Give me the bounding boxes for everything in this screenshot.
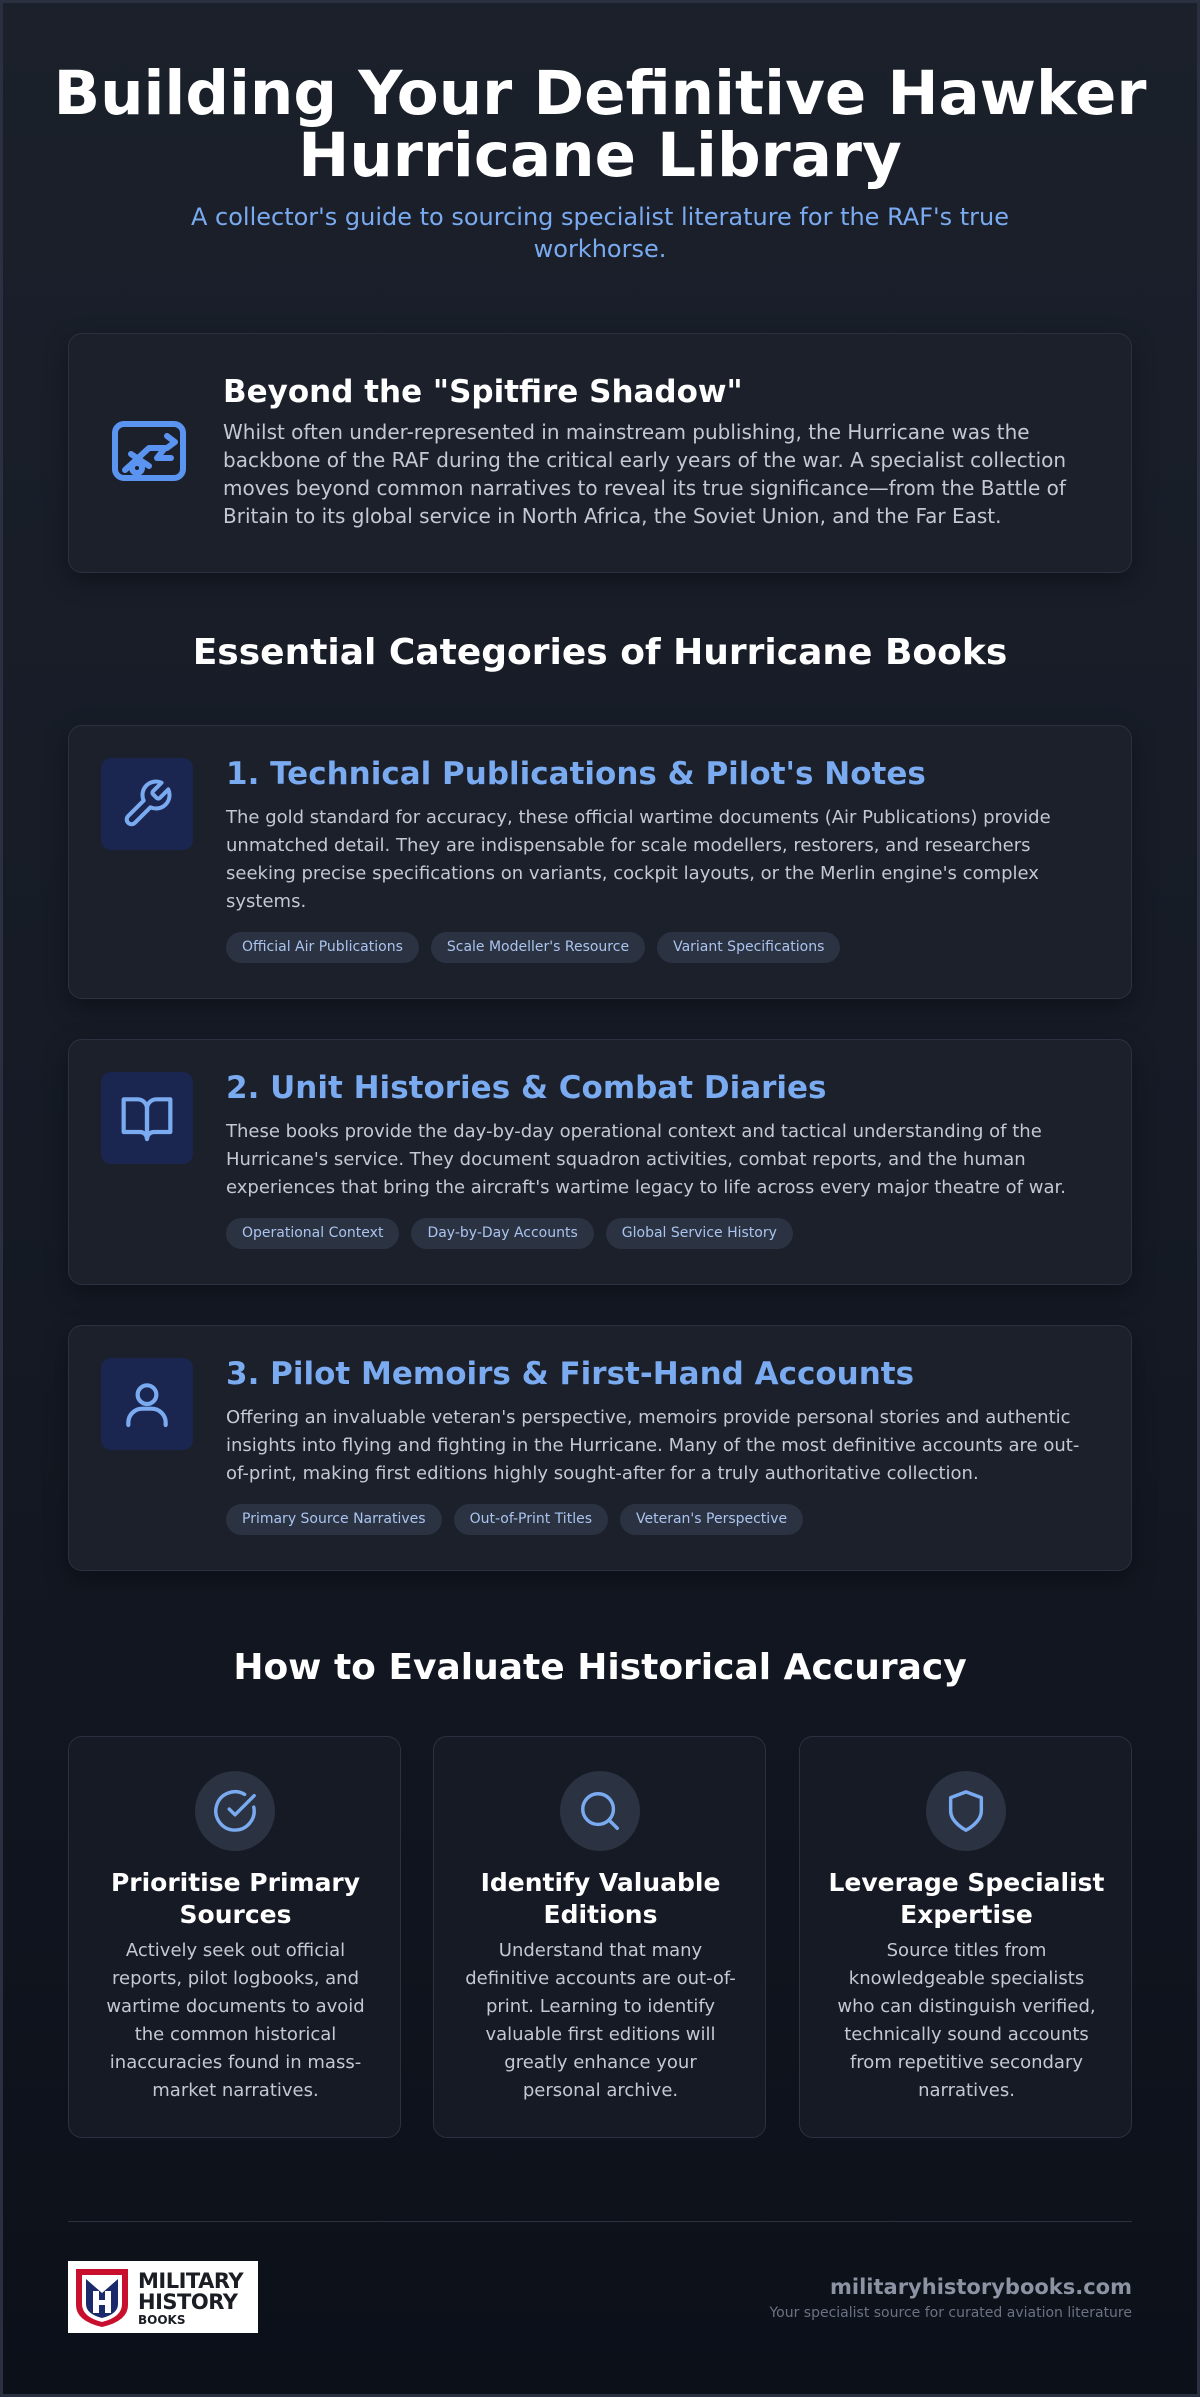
intro-title: Beyond the "Spitfire Shadow" — [223, 374, 743, 410]
evaluate-card-primary-sources — [68, 1736, 401, 2138]
tag: Out-of-Print Titles — [454, 1504, 608, 1535]
shield-icon — [926, 1771, 1006, 1851]
footer-tagline: Your specialist source for curated aviation literature — [769, 2305, 1132, 2321]
brand-logo[interactable] — [68, 2261, 258, 2333]
evaluate-title: Prioritise Primary Sources — [110, 1868, 361, 1929]
footer-divider — [68, 2221, 1132, 2222]
open-book-icon — [101, 1072, 193, 1164]
category-title: 1. Technical Publications & Pilot's Notes — [226, 756, 926, 792]
page-header — [3, 58, 1197, 265]
tag-list — [226, 932, 1096, 963]
evaluate-card-valuable-editions — [433, 1736, 766, 2138]
tag: Primary Source Narratives — [226, 1504, 442, 1535]
category-title: 2. Unit Histories & Combat Diaries — [226, 1070, 827, 1106]
categories-heading: Essential Categories of Hurricane Books — [192, 632, 1008, 673]
page-subtitle: A collector's guide to sourcing specialist literature for the RAF's true workhorse. — [190, 203, 1009, 263]
tag: Global Service History — [606, 1218, 793, 1249]
aircraft-card-icon — [109, 418, 189, 488]
logo-wordmark — [138, 2271, 258, 2327]
tag-list — [226, 1218, 1096, 1249]
search-icon — [560, 1771, 640, 1851]
evaluate-title: Leverage Specialist Expertise — [828, 1868, 1105, 1929]
intro-card — [68, 333, 1132, 573]
logo-line: BOOKS — [138, 2313, 186, 2327]
category-title: 3. Pilot Memoirs & First-Hand Accounts — [226, 1356, 915, 1392]
person-icon — [101, 1358, 193, 1450]
category-card-technical — [68, 725, 1132, 999]
category-text: These books provide the day-by-day operational context and tactical understanding of the Hurricane's service. They document squadron activities, combat reports, and the human experiences that bring the aircraft's wartime legacy to life across every major theatre of war. — [226, 1121, 1066, 1198]
logo-line: HISTORY — [138, 2290, 238, 2314]
intro-text: Whilst often under-represented in mainstream publishing, the Hurricane was the backbone of the RAF during the critical early years of the war. A specialist collection moves beyond common narratives to reveal its true significance—from the Battle of Britain to its global service in North Africa, the Soviet Union, and the Far East. — [223, 420, 1067, 528]
evaluate-card-specialist-expertise — [799, 1736, 1132, 2138]
wrench-icon — [101, 758, 193, 850]
tag: Day-by-Day Accounts — [411, 1218, 593, 1249]
check-circle-icon — [195, 1771, 275, 1851]
category-text: Offering an invaluable veteran's perspective, memoirs provide personal stories and authentic insights into flying and fighting in the Hurricane. Many of the most definitive accounts are out-of-print, making first editions highly sought-after for a truly authoritative collection. — [226, 1407, 1080, 1484]
tag: Scale Modeller's Resource — [431, 932, 645, 963]
category-card-unit-histories — [68, 1039, 1132, 1285]
evaluate-heading: How to Evaluate Historical Accuracy — [233, 1647, 967, 1688]
evaluate-text: Actively seek out official reports, pilot logbooks, and wartime documents to avoid the common historical inaccuracies found in mass-market narratives. — [106, 1940, 365, 2101]
evaluate-title: Identify Valuable Editions — [480, 1868, 721, 1929]
footer-info — [532, 2273, 1132, 2323]
category-text: The gold standard for accuracy, these official wartime documents (Air Publications) provide unmatched detail. They are indispensable for scale modellers, restorers, and researchers seeking precise specifications on variants, cockpit layouts, or the Merlin engine's complex systems. — [226, 807, 1051, 912]
logo-line: MILITARY — [138, 2269, 244, 2293]
category-card-memoirs — [68, 1325, 1132, 1571]
tag: Variant Specifications — [657, 932, 840, 963]
tag: Operational Context — [226, 1218, 399, 1249]
tag-list — [226, 1504, 1096, 1535]
evaluate-text: Understand that many definitive accounts are out-of-print. Learning to identify valuable first editions will greatly enhance your personal archive. — [465, 1940, 736, 2101]
tag: Official Air Publications — [226, 932, 419, 963]
tag: Veteran's Perspective — [620, 1504, 803, 1535]
footer-site-link[interactable]: militaryhistorybooks.com — [830, 2275, 1132, 2299]
evaluate-text: Source titles from knowledgeable specialists who can distinguish verified, technically sound accounts from repetitive secondary narratives. — [837, 1940, 1096, 2101]
page-title: Building Your Definitive Hawker Hurricane Library — [53, 58, 1147, 191]
evaluate-grid — [68, 1736, 1132, 2138]
shield-logo-icon — [74, 2267, 130, 2329]
